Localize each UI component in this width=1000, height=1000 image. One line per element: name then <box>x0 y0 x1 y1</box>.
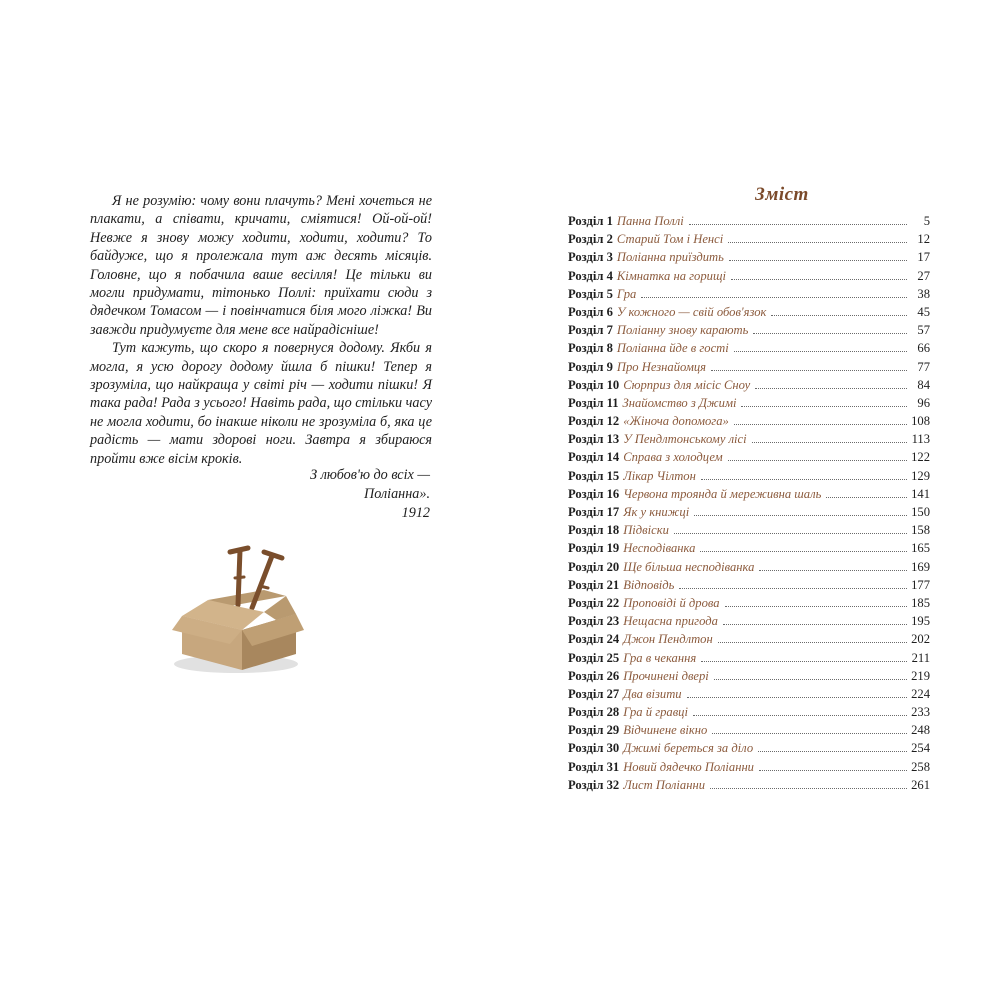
toc-entry <box>568 375 930 393</box>
toc-entry <box>568 411 930 429</box>
toc-chapter-title: Про Незнайомця <box>616 359 707 374</box>
toc-chapter-title: Гра <box>616 286 637 301</box>
toc-page-number: 17 <box>917 250 930 265</box>
toc-leader-dots <box>712 720 907 734</box>
toc-leader-dots <box>700 538 907 552</box>
toc-leader-dots <box>734 411 907 425</box>
toc-page-number: 66 <box>917 341 930 356</box>
toc-entry <box>568 775 930 793</box>
toc-chapter-title: Прочинені двері <box>623 668 709 683</box>
toc-chapter-title: У кожного — свій обов'язок <box>616 304 767 319</box>
toc-chapter-label: Розділ 6 <box>568 304 613 319</box>
toc-chapter-title: Два візити <box>623 686 682 701</box>
letter-text <box>90 192 432 468</box>
toc-leader-dots <box>741 393 907 407</box>
toc-chapter-label: Розділ 29 <box>568 723 620 738</box>
toc-page-number: 108 <box>911 414 930 429</box>
letter-signature: Поліанна». <box>363 486 430 502</box>
toc-chapter-title: Новий дядечко Поліанни <box>623 759 754 774</box>
table-of-contents <box>568 211 930 793</box>
toc-chapter-title: Панна Поллі <box>616 214 684 228</box>
toc-chapter-title: Поліанну знову карають <box>616 323 749 338</box>
toc-chapter-label: Розділ 17 <box>568 505 620 519</box>
toc-page-number: 5 <box>923 214 930 228</box>
toc-leader-dots <box>759 557 907 571</box>
toc-chapter-label: Розділ 7 <box>568 323 613 338</box>
toc-chapter-label: Розділ 8 <box>568 341 613 356</box>
toc-page-number: 211 <box>911 650 930 665</box>
toc-page-number: 84 <box>917 377 930 392</box>
toc-page-number: 248 <box>911 723 930 738</box>
toc-chapter-title: Лист Поліанни <box>623 777 706 792</box>
toc-leader-dots <box>701 466 907 480</box>
toc-page-number: 185 <box>911 595 930 610</box>
toc-page-number: 177 <box>911 577 930 592</box>
toc-page-number: 169 <box>911 559 930 574</box>
toc-chapter-label: Розділ 24 <box>568 632 620 647</box>
toc-entry <box>568 484 930 502</box>
toc-entry <box>568 520 930 538</box>
toc-entry <box>568 211 930 229</box>
right-page <box>500 0 1000 1000</box>
toc-entry <box>568 229 930 247</box>
toc-leader-dots <box>674 520 907 534</box>
toc-chapter-label: Розділ 5 <box>568 286 613 301</box>
toc-leader-dots <box>723 611 907 625</box>
toc-page-number: 165 <box>911 541 930 556</box>
toc-chapter-title: Старий Том і Ненсі <box>616 232 724 247</box>
toc-page-number: 77 <box>917 359 930 374</box>
toc-entry <box>568 702 930 720</box>
toc-page-number: 150 <box>911 505 930 519</box>
toc-leader-dots <box>714 666 907 680</box>
toc-page-number: 224 <box>911 686 930 701</box>
toc-chapter-label: Розділ 2 <box>568 232 613 247</box>
toc-entry <box>568 466 930 484</box>
toc-entry <box>568 684 930 702</box>
letter-year: 1912 <box>401 505 430 521</box>
toc-entry <box>568 447 930 465</box>
toc-chapter-title: Несподіванка <box>623 541 696 556</box>
letter-signoff <box>170 466 430 523</box>
toc-chapter-label: Розділ 22 <box>568 595 620 610</box>
toc-chapter-label: Розділ 16 <box>568 486 620 501</box>
toc-chapter-title: Гра й гравці <box>623 705 688 720</box>
toc-chapter-label: Розділ 4 <box>568 268 613 283</box>
toc-chapter-title: Сюрприз для місіс Сноу <box>623 377 751 392</box>
toc-entry <box>568 266 930 284</box>
toc-page-number: 129 <box>911 468 930 483</box>
toc-chapter-label: Розділ 13 <box>568 432 620 447</box>
toc-title: Зміст <box>755 184 809 205</box>
toc-page-number: 202 <box>911 632 930 647</box>
toc-entry <box>568 393 930 411</box>
toc-page-number: 219 <box>911 668 930 683</box>
toc-entry <box>568 338 930 356</box>
toc-chapter-title: Нещасна пригода <box>623 614 718 629</box>
toc-chapter-label: Розділ 30 <box>568 741 620 756</box>
toc-chapter-label: Розділ 11 <box>568 395 619 410</box>
toc-leader-dots <box>759 757 907 771</box>
toc-entry <box>568 648 930 666</box>
toc-leader-dots <box>755 375 907 389</box>
toc-leader-dots <box>826 484 907 498</box>
toc-chapter-label: Розділ 3 <box>568 250 613 265</box>
toc-entry <box>568 302 930 320</box>
toc-chapter-label: Розділ 12 <box>568 414 620 429</box>
toc-page-number: 141 <box>911 486 930 501</box>
toc-entry <box>568 629 930 647</box>
letter-paragraph: Я не розумію: чому вони плачуть? Мені хочеться не плакати, а співати, кричати, сміятися! Ой-ой-ой! Невже я знову можу ходити, ходити, ходити? То байдуже, що я пролежала тут аж десять місяців. Головне, що я побачила ваше весілля! Це тільки ви могли придумати, тітонько Поллі: приїхати сюди з дядечком Томасом — і повінчатися біля мого ліжка! Ви завжди придумуєте для мене все найрадісніше! <box>90 193 432 338</box>
toc-page-number: 38 <box>917 286 930 301</box>
toc-leader-dots <box>758 738 907 752</box>
toc-page-number: 254 <box>911 741 930 756</box>
toc-chapter-title: Джимі береться за діло <box>623 741 754 756</box>
toc-leader-dots <box>734 338 907 352</box>
toc-leader-dots <box>701 648 907 662</box>
toc-leader-dots <box>728 447 907 461</box>
toc-chapter-label: Розділ 15 <box>568 468 620 483</box>
toc-entry <box>568 575 930 593</box>
toc-chapter-title: Джон Пендлтон <box>623 632 713 647</box>
toc-entry <box>568 593 930 611</box>
toc-chapter-label: Розділ 18 <box>568 523 620 538</box>
toc-leader-dots <box>753 320 907 334</box>
toc-chapter-title: Кімнатка на горищі <box>616 268 726 283</box>
toc-entry <box>568 357 930 375</box>
toc-entry <box>568 738 930 756</box>
toc-entry <box>568 429 930 447</box>
toc-leader-dots <box>729 247 907 261</box>
toc-chapter-title: Знайомство з Джимі <box>622 395 737 410</box>
toc-chapter-title: Ще більша несподіванка <box>623 559 755 574</box>
toc-page-number: 195 <box>911 614 930 629</box>
toc-entry <box>568 611 930 629</box>
toc-leader-dots <box>752 429 907 443</box>
toc-chapter-label: Розділ 20 <box>568 559 620 574</box>
toc-page-number: 233 <box>911 705 930 720</box>
toc-entry <box>568 502 930 520</box>
toc-page-number: 45 <box>917 304 930 319</box>
toc-chapter-label: Розділ 31 <box>568 759 620 774</box>
toc-chapter-label: Розділ 28 <box>568 705 620 720</box>
toc-leader-dots <box>710 775 907 789</box>
toc-page-number: 113 <box>911 432 930 447</box>
toc-leader-dots <box>731 266 907 280</box>
toc-page-number: 122 <box>911 450 930 465</box>
toc-leader-dots <box>679 575 907 589</box>
toc-chapter-label: Розділ 1 <box>568 214 613 228</box>
toc-leader-dots <box>693 702 907 716</box>
toc-chapter-title: У Пендлтонському лісі <box>623 432 747 447</box>
toc-leader-dots <box>728 229 907 243</box>
toc-chapter-label: Розділ 26 <box>568 668 620 683</box>
toc-leader-dots <box>725 593 907 607</box>
toc-leader-dots <box>718 629 907 643</box>
toc-chapter-title: Як у книжці <box>623 505 690 519</box>
letter-paragraph: Тут кажуть, що скоро я повернуся додому. Якби я могла, я усю дорогу додому йшла б пішки! Тепер я зрозуміла, що найкраща у світі річ — ходити пішки! Я така рада! Рада з усього! Навіть рада, що стільки часу не могла ходити, бо інакше ніколи не зрозуміла б, яка це радість — мати здорові ноги. Завтра я збираюся пройти вже вісім кроків. <box>90 340 432 467</box>
toc-entry <box>568 557 930 575</box>
toc-page-number: 261 <box>911 777 930 792</box>
toc-entry <box>568 666 930 684</box>
toc-leader-dots <box>771 302 907 316</box>
toc-chapter-title: Справа з холодцем <box>623 450 723 465</box>
toc-chapter-title: Відчинене вікно <box>623 723 708 738</box>
toc-entry <box>568 247 930 265</box>
toc-leader-dots <box>711 357 907 371</box>
toc-leader-dots <box>689 211 907 225</box>
toc-chapter-title: Червона троянда й мереживна шаль <box>623 486 822 501</box>
toc-chapter-title: Проповіді й дрова <box>623 595 720 610</box>
crutches-in-box-icon <box>168 530 318 680</box>
toc-chapter-label: Розділ 23 <box>568 614 620 629</box>
toc-leader-dots <box>694 502 907 516</box>
toc-chapter-label: Розділ 32 <box>568 777 620 792</box>
toc-entry <box>568 538 930 556</box>
toc-page-number: 258 <box>911 759 930 774</box>
toc-chapter-label: Розділ 10 <box>568 377 620 392</box>
toc-chapter-label: Розділ 9 <box>568 359 613 374</box>
toc-chapter-label: Розділ 27 <box>568 686 620 701</box>
toc-page-number: 57 <box>917 323 930 338</box>
letter-closing: З любов'ю до всіх — <box>310 467 430 483</box>
toc-entry <box>568 320 930 338</box>
toc-chapter-title: Підвіски <box>623 523 669 538</box>
toc-chapter-title: Відповідь <box>623 577 675 592</box>
toc-chapter-label: Розділ 14 <box>568 450 620 465</box>
toc-page-number: 158 <box>911 523 930 538</box>
toc-leader-dots <box>641 284 907 298</box>
toc-page-number: 12 <box>917 232 930 247</box>
toc-chapter-title: Поліанна приїздить <box>616 250 724 265</box>
toc-entry <box>568 720 930 738</box>
toc-chapter-title: Лікар Чілтон <box>623 468 696 483</box>
toc-chapter-title: Гра в чекання <box>623 650 697 665</box>
toc-chapter-title: «Жіноча допомога» <box>623 414 729 429</box>
toc-page-number: 96 <box>917 395 930 410</box>
toc-page-number: 27 <box>917 268 930 283</box>
toc-chapter-label: Розділ 19 <box>568 541 620 556</box>
toc-chapter-label: Розділ 21 <box>568 577 620 592</box>
toc-leader-dots <box>687 684 907 698</box>
toc-chapter-title: Поліанна йде в гості <box>616 341 729 356</box>
toc-entry <box>568 284 930 302</box>
toc-entry <box>568 757 930 775</box>
toc-chapter-label: Розділ 25 <box>568 650 620 665</box>
